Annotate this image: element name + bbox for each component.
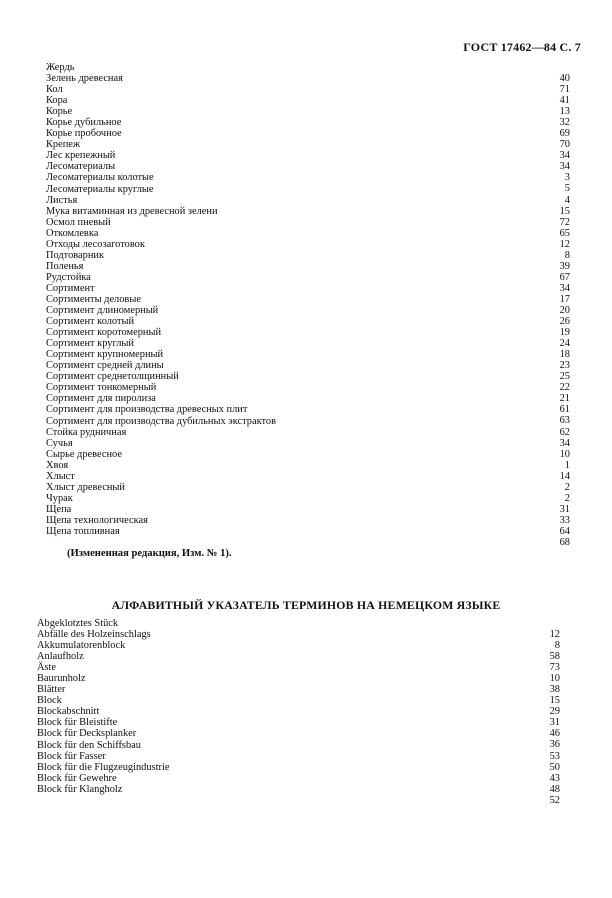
index-page-number: 31 (549, 717, 560, 729)
index-page-number: 36 (549, 739, 560, 751)
index-term: Откомлевка (46, 227, 99, 239)
index-term: Abgeklotztes Stück (37, 618, 119, 629)
revision-note: (Измененная редакция, Изм. № 1). (67, 548, 232, 559)
index-page-number: 4 (564, 194, 570, 206)
index-term: Корье пробочное (46, 128, 122, 140)
index-term: Лесоматериалы колотые (46, 172, 154, 184)
index-page-number: 73 (549, 662, 560, 674)
index-page-number: 34 (559, 150, 570, 162)
index-term: Стойка рудничная (46, 426, 127, 438)
german-page-numbers (520, 629, 560, 806)
index-page-number: 2 (564, 481, 570, 493)
index-term: Block für Klangholz (37, 783, 123, 795)
index-page-number: 40 (559, 73, 570, 84)
index-term: Block für Fasser (37, 750, 106, 762)
index-term: Осмол пневый (46, 216, 111, 228)
index-term: Сортимент длиномерный (46, 305, 159, 317)
index-page-number: 71 (559, 84, 570, 96)
index-term: Block für die Flugzeugindustrie (37, 761, 170, 773)
german-terms-list (37, 618, 169, 795)
index-term: Отходы лесозаготовок (46, 238, 145, 250)
index-page-number: 65 (559, 227, 570, 239)
index-term: Сортимент для пиролиза (46, 393, 156, 405)
index-page-number: 10 (549, 673, 560, 685)
index-page-number: 34 (559, 282, 570, 294)
index-page-number: 53 (549, 750, 560, 762)
index-term: Block für Decksplanker (37, 728, 137, 740)
index-term: Block (37, 695, 62, 707)
index-term: Сучья (46, 437, 73, 449)
index-page-number: 58 (549, 651, 560, 663)
index-term: Сырье древесное (46, 448, 122, 460)
index-page-number: 2 (564, 492, 570, 504)
index-page-number: 14 (559, 470, 570, 482)
index-page-number: 1 (564, 459, 570, 471)
index-page-number: 63 (559, 415, 570, 427)
index-term: Листья (46, 194, 78, 206)
index-page-number: 34 (559, 437, 570, 449)
index-term: Подтоварник (46, 249, 105, 261)
index-page-number: 62 (559, 426, 570, 438)
index-term: Block für den Schiffsbau (37, 739, 141, 751)
index-page-number: 24 (559, 338, 570, 350)
index-page-number: 5 (564, 183, 570, 195)
index-page-number: 8 (564, 249, 570, 261)
index-page-number: 67 (559, 271, 570, 283)
index-page-number: 18 (559, 349, 570, 361)
index-term: Рудстойка (46, 271, 91, 283)
index-term: Block für Gewehre (37, 772, 117, 784)
index-page-number: 64 (559, 525, 570, 537)
index-term: Жердь (46, 62, 75, 73)
index-page-number: 17 (559, 293, 570, 305)
index-page-number: 52 (549, 794, 560, 806)
index-page-number: 61 (559, 404, 570, 416)
index-page-number: 72 (559, 216, 570, 228)
index-page-number: 48 (549, 783, 560, 795)
index-term: Abfälle des Holzeinschlags (37, 629, 151, 641)
index-term: Щепа (46, 503, 72, 515)
index-page-number: 20 (559, 304, 570, 316)
index-term: Чурак (46, 492, 73, 504)
index-page-number: 21 (559, 393, 570, 405)
german-index-title: АЛФАВИТНЫЙ УКАЗАТЕЛЬ ТЕРМИНОВ НА НЕМЕЦКОМ ЯЗЫКЕ (111, 598, 501, 612)
index-term: Сортимент крупномерный (46, 349, 164, 361)
index-term: Кол (46, 84, 63, 96)
index-term: Лес крепежный (46, 150, 116, 162)
index-term: Зелень древесная (46, 73, 123, 85)
index-term: Лесоматериалы круглые (46, 183, 154, 195)
index-term: Хлыст (46, 470, 75, 482)
index-term: Сортименты деловые (46, 293, 141, 305)
index-page-number: 12 (559, 238, 570, 250)
index-term: Сортимент (46, 282, 95, 294)
russian-page-numbers (530, 73, 570, 548)
index-term: Сортимент среднетолщинный (46, 371, 179, 383)
index-page-number: 25 (559, 371, 570, 383)
index-term: Äste (37, 662, 57, 674)
index-term: Сортимент средней длины (46, 360, 164, 372)
index-term: Щепа топливная (46, 525, 120, 537)
index-term: Сортимент колотый (46, 316, 135, 328)
index-term: Кора (46, 95, 68, 107)
index-page-number: 70 (559, 139, 570, 151)
index-page-number: 15 (559, 205, 570, 217)
index-page-number: 12 (549, 629, 560, 640)
index-page-number: 33 (559, 514, 570, 526)
index-term: Корье дубильное (46, 117, 122, 129)
index-page-number: 8 (554, 640, 560, 652)
index-term: Baurunholz (37, 673, 86, 685)
index-page-number: 26 (559, 316, 570, 328)
index-term: Лесоматериалы (46, 161, 116, 173)
index-page-number: 46 (549, 728, 560, 740)
index-page-number: 39 (559, 260, 570, 272)
index-term: Крепеж (46, 139, 81, 151)
index-page-number: 19 (559, 327, 570, 339)
index-page-number: 69 (559, 128, 570, 140)
index-page-number: 41 (559, 95, 570, 107)
index-page-number: 31 (559, 503, 570, 515)
index-term: Сортимент для производства дубильных экстрактов (46, 415, 276, 427)
index-term: Корье (46, 106, 73, 118)
index-page-number: 68 (559, 536, 570, 548)
index-term: Хлыст древесный (46, 481, 125, 493)
index-page-number: 23 (559, 360, 570, 372)
index-page-number: 29 (549, 706, 560, 718)
index-term: Block für Bleistifte (37, 717, 118, 729)
index-term: Мука витаминная из древесной зелени (46, 205, 218, 217)
index-page-number: 15 (549, 695, 560, 707)
index-page-number: 3 (564, 172, 570, 184)
index-term: Сортимент круглый (46, 338, 134, 350)
page-header: ГОСТ 17462—84 С. 7 (463, 40, 581, 54)
index-term: Хвоя (46, 459, 69, 471)
index-page-number: 43 (549, 772, 560, 784)
index-term: Щепа технологическая (46, 514, 148, 526)
index-term: Anlaufholz (37, 651, 84, 663)
index-term: Поленья (46, 260, 84, 272)
index-term: Akkumulatorenblock (37, 640, 126, 652)
index-page-number: 32 (559, 117, 570, 129)
index-term: Сортимент для производства древесных плит (46, 404, 248, 416)
index-page-number: 13 (559, 106, 570, 118)
index-term: Blätter (37, 684, 66, 696)
index-page-number: 22 (559, 382, 570, 394)
index-term: Сортимент тонкомерный (46, 382, 157, 394)
index-page-number: 34 (559, 161, 570, 173)
index-term: Blockabschnitt (37, 706, 100, 718)
index-page-number: 10 (559, 448, 570, 460)
index-term: Сортимент коротомерный (46, 327, 162, 339)
index-page-number: 50 (549, 761, 560, 773)
russian-terms-list (46, 62, 276, 537)
index-page-number: 38 (549, 684, 560, 696)
